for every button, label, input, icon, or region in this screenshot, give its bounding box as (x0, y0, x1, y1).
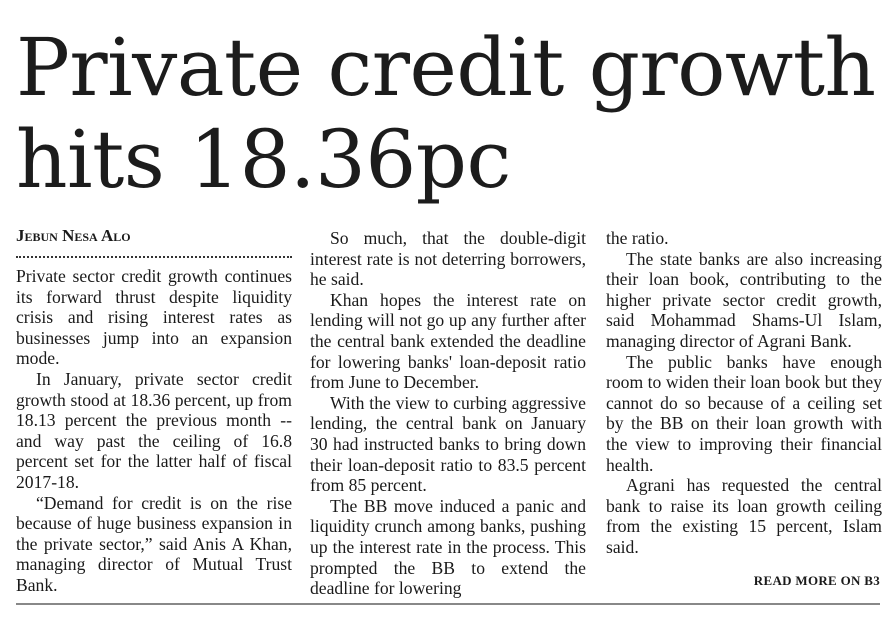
byline: Jebun Nesa Alo (16, 226, 131, 245)
byline-dotted-divider (16, 256, 292, 258)
read-more-link[interactable]: READ MORE ON B3 (753, 573, 880, 588)
paragraph: The public banks have enough room to widen their loan book but they cannot do so because of a ceiling set by the BB on their loan growth with the view to improving their financial health. (606, 351, 882, 475)
paragraph: With the view to curbing aggressive lending, the central bank on January 30 had instructed banks to bring down their loan-deposit ratio to 83.5 percent from 85 percent. (310, 392, 586, 496)
paragraph: So much, that the double-digit interest rate is not deterring borrowers, he said. (310, 228, 586, 290)
paragraph: In January, private sector credit growth stood at 18.36 percent, up from 18.13 percent the previous month -- and way past the ceiling of 16.8 percent set for the latter half of fiscal 2017-18. (16, 368, 292, 492)
headline-line-2: hits 18.36pc (16, 113, 511, 206)
headline-line-1: Private credit growth (16, 21, 876, 114)
paragraph: Private sector credit growth continues its forward thrust despite liquidity crisis and rising interest rates as businesses jump into an expansion mode. (16, 266, 292, 369)
paragraph-continuation: the ratio. (606, 228, 669, 248)
paragraph: Khan hopes the interest rate on lending will not go up any further after the central bank extended the deadline for lowering banks' loan-deposit ratio from June to December. (310, 289, 586, 393)
bottom-rule (16, 603, 880, 605)
paragraph: Agrani has requested the central bank to raise its loan growth ceiling from the existing 15 percent, Islam said. (606, 475, 882, 557)
headline (16, 22, 884, 206)
article-column-3 (606, 228, 882, 558)
article-column-1 (16, 226, 292, 596)
paragraph: “Demand for credit is on the rise because of huge business expansion in the private sector,” said Anis A Khan, managing director of Mutual Trust Bank. (16, 492, 292, 595)
paragraph: The state banks are also increasing their loan book, contributing to the higher private sector credit growth, said Mohammad Shams-Ul Islam, managing director of Agrani Bank. (606, 248, 882, 351)
paragraph: The BB move induced a panic and liquidity crunch among banks, pushing up the interest rate in the process. This prompted the BB to extend the deadline for lowering (310, 495, 586, 599)
article-column-2 (310, 228, 586, 599)
